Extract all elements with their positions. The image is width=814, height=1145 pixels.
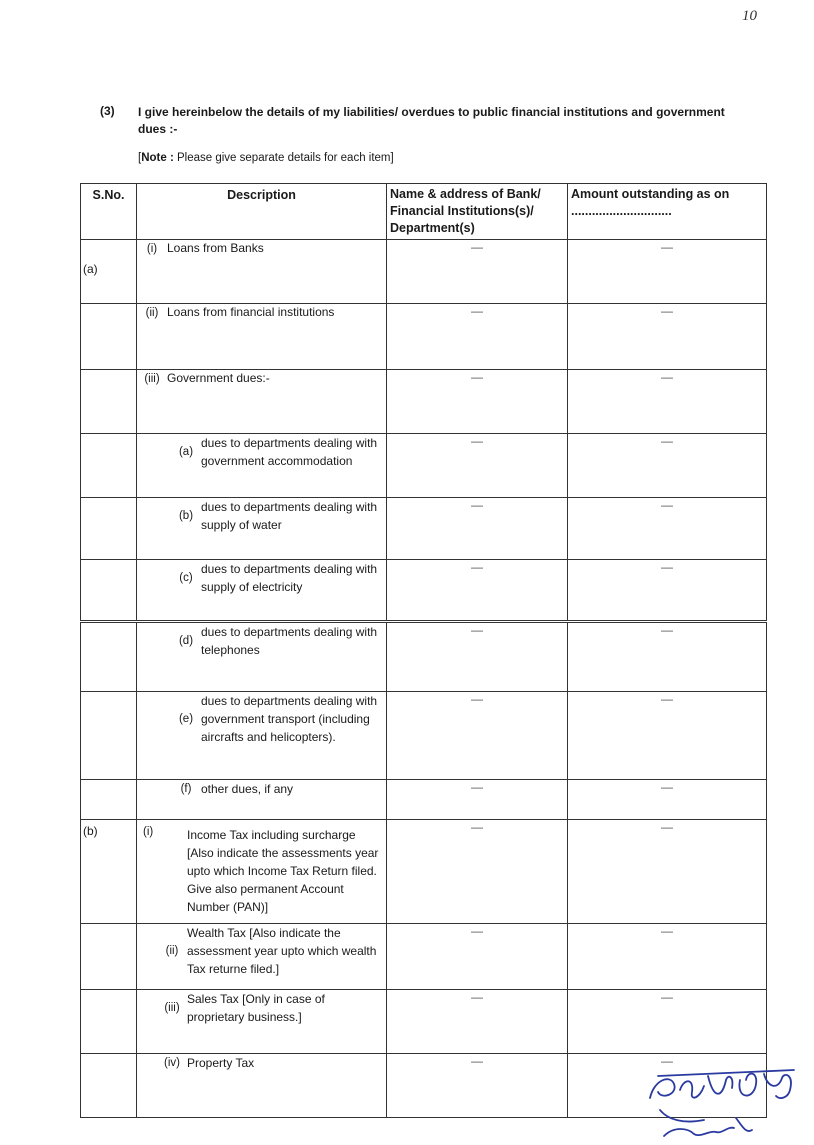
row-sno xyxy=(81,780,137,820)
blank-dash: — xyxy=(471,304,483,318)
blank-dash: — xyxy=(661,692,673,706)
note-label: Note : xyxy=(141,152,174,164)
row-description xyxy=(137,692,387,780)
section-intro: I give hereinbelow the details of my liabilities/ overdues to public financial institutions and government dues :- xyxy=(138,105,725,136)
row-sno xyxy=(81,622,137,692)
row-description xyxy=(137,560,387,622)
item-number: (c) xyxy=(179,572,193,584)
item-number: (ii) xyxy=(145,306,159,319)
item-number: (iv) xyxy=(164,1057,180,1069)
header-institution: Name & address of Bank/ Financial Institutions(s)/ Department(s) xyxy=(387,184,568,240)
row-description xyxy=(137,370,387,434)
institution-cell[interactable] xyxy=(387,560,568,622)
row-sno: (a) xyxy=(81,240,137,304)
amount-cell[interactable] xyxy=(568,304,767,370)
note: [Note : Please give separate details for each item] xyxy=(138,152,394,164)
table-row xyxy=(81,434,767,498)
blank-dash: — xyxy=(471,1054,483,1068)
amount-cell[interactable] xyxy=(568,370,767,434)
blank-dash: — xyxy=(471,560,483,574)
blank-dash: — xyxy=(471,924,483,938)
item-text: Wealth Tax [Also indicate the assessment year upto which wealth Tax returne filed.] xyxy=(187,926,377,976)
blank-dash: — xyxy=(471,990,483,1004)
amount-cell[interactable] xyxy=(568,780,767,820)
item-text: dues to departments dealing with telephones xyxy=(201,625,378,657)
item-number: (b) xyxy=(178,510,194,522)
item-number: (ii) xyxy=(165,945,179,957)
amount-cell[interactable]: — xyxy=(568,240,767,304)
row-description xyxy=(137,622,387,692)
item-text: dues to departments dealing with government transport (including aircrafts and helicopters). xyxy=(201,694,378,744)
institution-cell[interactable] xyxy=(387,498,568,560)
blank-dash: — xyxy=(471,780,483,794)
table-row xyxy=(81,622,767,692)
item-number: (e) xyxy=(178,713,194,725)
table-row xyxy=(81,370,767,434)
row-sno xyxy=(81,434,137,498)
blank-dash: — xyxy=(661,820,673,834)
row-description xyxy=(137,304,387,370)
table-row xyxy=(81,924,767,990)
blank-dash: — xyxy=(661,560,673,574)
blank-dash: — xyxy=(661,1054,673,1068)
table-row xyxy=(81,560,767,622)
item-text: Sales Tax [Only in case of proprietary business.] xyxy=(187,992,325,1024)
table-row xyxy=(81,498,767,560)
institution-cell[interactable] xyxy=(387,370,568,434)
blank-dash: — xyxy=(661,924,673,938)
page-number: 10 xyxy=(742,8,757,24)
row-sno xyxy=(81,560,137,622)
item-number: (d) xyxy=(178,635,194,647)
blank-dash: — xyxy=(661,498,673,512)
row-sno xyxy=(81,304,137,370)
row-description xyxy=(137,924,387,990)
item-text: other dues, if any xyxy=(201,782,294,796)
item-text: dues to departments dealing with supply of water xyxy=(201,500,378,532)
row-description xyxy=(137,1054,387,1118)
table-header-row xyxy=(81,184,767,240)
row-description xyxy=(137,434,387,498)
blank-dash: — xyxy=(661,370,673,384)
institution-cell[interactable] xyxy=(387,924,568,990)
row-description xyxy=(137,780,387,820)
blank-dash: — xyxy=(661,434,673,448)
blank-dash: — xyxy=(471,623,483,637)
institution-cell[interactable] xyxy=(387,304,568,370)
table-row xyxy=(81,240,767,304)
table-row xyxy=(81,820,767,924)
item-text: dues to departments dealing with government accommodation xyxy=(201,436,378,468)
row-sno xyxy=(81,1054,137,1118)
blank-dash: — xyxy=(471,692,483,706)
institution-cell[interactable] xyxy=(387,434,568,498)
item-text: Loans from financial institutions xyxy=(167,305,335,319)
institution-cell[interactable] xyxy=(387,990,568,1054)
blank-dash: — xyxy=(661,990,673,1004)
header-sno: S.No. xyxy=(81,184,137,240)
amount-cell[interactable] xyxy=(568,560,767,622)
table-row xyxy=(81,304,767,370)
row-description xyxy=(137,498,387,560)
row-sno xyxy=(81,370,137,434)
blank-dash: — xyxy=(661,623,673,637)
item-text: dues to departments dealing with supply of electricity xyxy=(201,562,378,594)
item-number: (i) xyxy=(146,242,158,255)
row-sno xyxy=(81,498,137,560)
blank-dash: — xyxy=(471,434,483,448)
blank-dash: — xyxy=(661,304,673,318)
blank-dash: — xyxy=(661,780,673,794)
amount-cell[interactable] xyxy=(568,820,767,924)
institution-cell[interactable]: — xyxy=(387,240,568,304)
amount-cell[interactable] xyxy=(568,622,767,692)
section-number: (3) xyxy=(100,104,115,118)
row-sno xyxy=(81,924,137,990)
item-text: Property Tax xyxy=(187,1056,255,1070)
item-number: (f) xyxy=(180,783,192,795)
row-sno: (b) xyxy=(81,820,137,924)
row-description xyxy=(137,990,387,1054)
table-row xyxy=(81,692,767,780)
item-text: Government dues:- xyxy=(167,371,270,385)
item-number: (iii) xyxy=(144,372,160,385)
row-description xyxy=(137,820,387,924)
row-sno xyxy=(81,990,137,1054)
handwritten-signature xyxy=(644,1040,804,1140)
item-number: (i) xyxy=(143,826,154,838)
institution-cell[interactable] xyxy=(387,622,568,692)
row-description xyxy=(137,240,387,304)
institution-cell[interactable] xyxy=(387,692,568,780)
liabilities-table xyxy=(80,183,767,1118)
note-text: Please give separate details for each item] xyxy=(177,152,394,164)
item-number: (iii) xyxy=(164,1002,180,1014)
amount-cell[interactable] xyxy=(568,434,767,498)
blank-dash: — xyxy=(471,498,483,512)
institution-cell[interactable] xyxy=(387,820,568,924)
item-text: Income Tax including surcharge [Also indicate the assessments year upto which Income Tax Return filed. Give also permanent Account Number (PAN)] xyxy=(187,828,379,914)
blank-dash: — xyxy=(471,370,483,384)
amount-cell[interactable] xyxy=(568,924,767,990)
item-text: Loans from Banks xyxy=(167,241,264,255)
header-description: Description xyxy=(137,184,387,240)
institution-cell[interactable] xyxy=(387,780,568,820)
header-amount: Amount outstanding as on ............................. xyxy=(568,184,767,240)
blank-dash: — xyxy=(471,820,483,834)
amount-cell[interactable] xyxy=(568,498,767,560)
amount-cell[interactable] xyxy=(568,692,767,780)
institution-cell[interactable] xyxy=(387,1054,568,1118)
row-sno xyxy=(81,692,137,780)
table-row xyxy=(81,780,767,820)
item-number: (a) xyxy=(178,446,194,458)
